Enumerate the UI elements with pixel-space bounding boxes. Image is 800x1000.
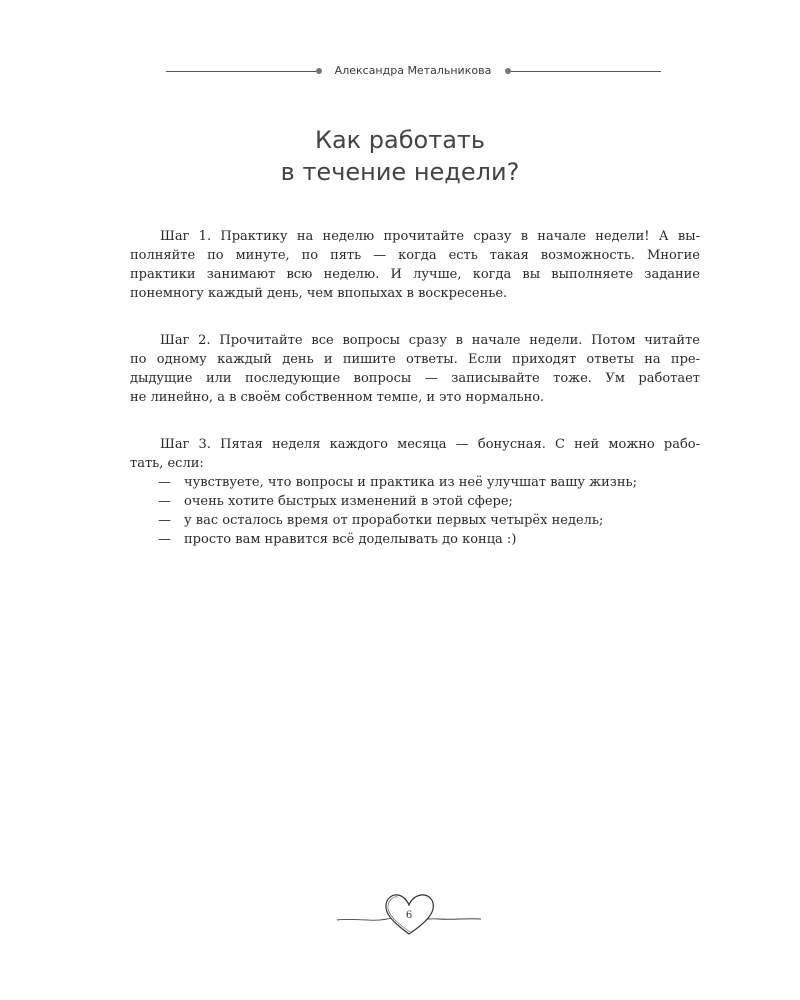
page-footer: [335, 888, 475, 938]
text-line: Шаг 3. Пятая неделя каждого месяца — бонусная. С ней можно рабо-: [160, 437, 700, 452]
list-item-text: просто вам нравится всё доделывать до конца :): [184, 532, 517, 547]
list-item: [130, 473, 700, 492]
text-line: по одному каждый день и пишите ответы. Если приходят ответы на пре-: [130, 352, 700, 367]
page-title-line-2: в течение недели?: [280, 158, 520, 186]
dash-marker: —: [158, 532, 171, 547]
text-line: практики занимают всю неделю. И лучше, когда вы выполняете задание: [130, 267, 700, 282]
page-title: [0, 124, 800, 188]
list-item: [130, 530, 700, 549]
header-rule-right: [511, 71, 661, 72]
header-dot-left: [316, 68, 322, 74]
list-item: [130, 492, 700, 511]
text-line: полняйте по минуте, по пять — когда есть такая возможность. Многие: [130, 248, 700, 263]
step-1-paragraph: [130, 227, 700, 303]
list-item-text: у вас осталось время от проработки первых четырёх недель;: [184, 513, 604, 528]
list-item: [130, 511, 700, 530]
list-item-text: чувствуете, что вопросы и практика из неё улучшат вашу жизнь;: [184, 475, 637, 490]
dash-marker: —: [158, 494, 171, 509]
text-line: Шаг 1. Практику на неделю прочитайте сразу в начале недели! А вы-: [160, 229, 700, 244]
dash-marker: —: [158, 513, 171, 528]
text-line: дыдущие или последующие вопросы — записывайте тоже. Ум работает: [130, 371, 700, 386]
text-line: тать, если:: [130, 456, 204, 471]
step-2-paragraph: [130, 331, 700, 407]
text-line: Шаг 2. Прочитайте все вопросы сразу в начале недели. Потом читайте: [160, 333, 700, 348]
step-3-paragraph: [130, 435, 700, 549]
text-line: понемногу каждый день, чем впопыхах в воскресенье.: [130, 286, 508, 301]
list-item-text: очень хотите быстрых изменений в этой сфере;: [184, 494, 513, 509]
running-header: [166, 62, 661, 82]
page-title-line-1: Как работать: [314, 126, 486, 154]
header-rule-left: [166, 71, 316, 72]
header-author: Александра Метальникова: [334, 64, 492, 77]
conditions-list: [130, 473, 700, 549]
dash-marker: —: [158, 475, 171, 490]
page-number: 6: [405, 910, 413, 921]
body-text: [130, 227, 700, 577]
text-line: не линейно, а в своём собственном темпе, и это нормально.: [130, 390, 545, 405]
